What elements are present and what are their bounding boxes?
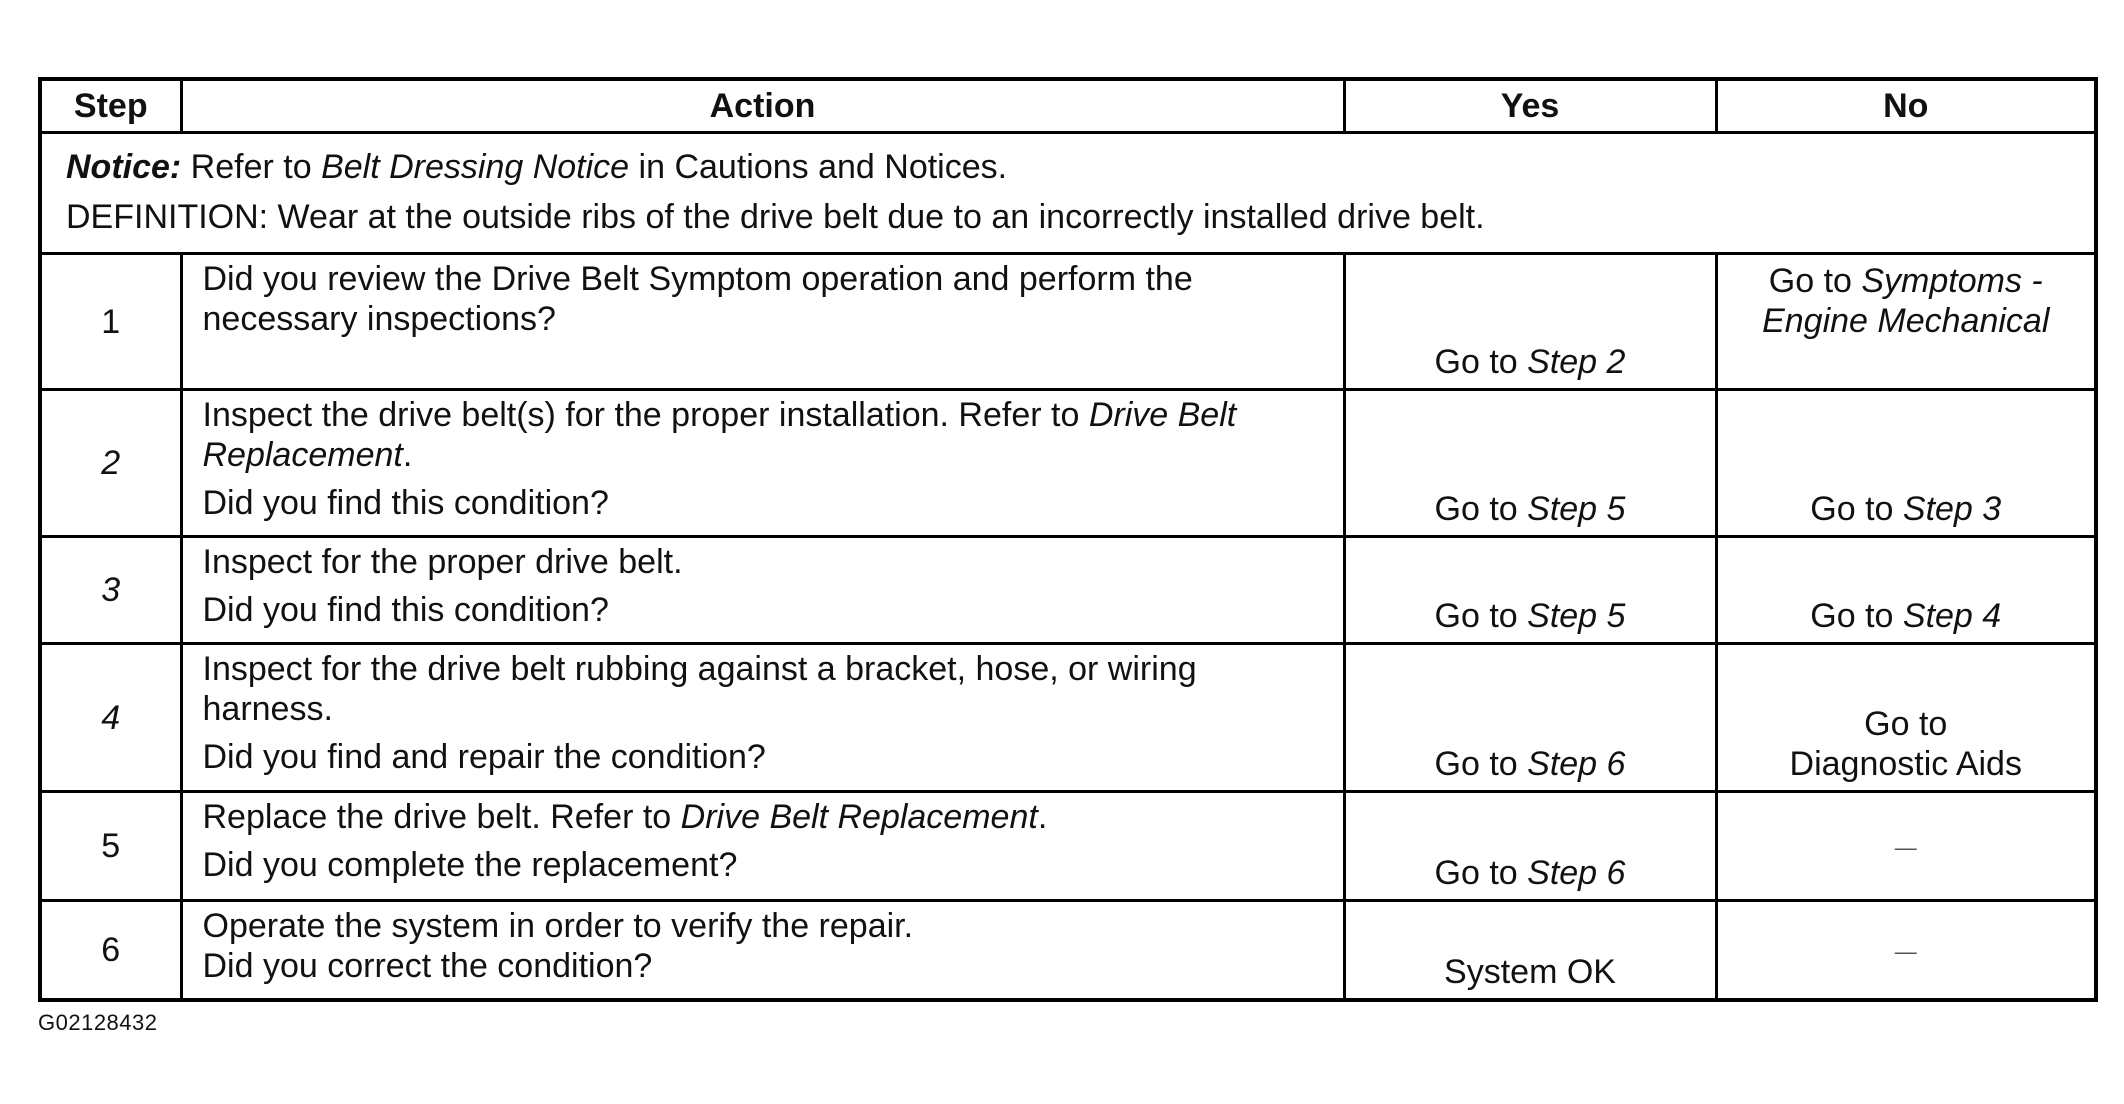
notice-cell	[40, 133, 2096, 254]
action-cell	[181, 644, 1344, 792]
no-cell	[1716, 901, 2096, 1000]
table-row	[40, 537, 2096, 644]
yes-cell	[1344, 792, 1716, 901]
figure-id: G02128432	[38, 1010, 158, 1035]
yes-cell	[1344, 537, 1716, 644]
table-row	[40, 390, 2096, 537]
action-text: Did you review the Drive Belt Symptom operation and perform the	[202, 260, 1193, 298]
yes-prefix: Go to	[1434, 490, 1528, 528]
yes-cell	[1344, 644, 1716, 792]
action-question: Did you find this condition?	[202, 484, 609, 522]
action-text-end: .	[1037, 798, 1048, 836]
table-row	[40, 901, 2096, 1000]
action-cell	[181, 901, 1344, 1000]
yes-cell	[1344, 390, 1716, 537]
yes-step-ref: Step 6	[1527, 854, 1626, 892]
action-question: Did you find this condition?	[202, 591, 609, 629]
action-cell	[181, 254, 1344, 390]
no-cell	[1716, 537, 2096, 644]
no-cell	[1716, 792, 2096, 901]
no-cell	[1716, 644, 2096, 792]
header-step: Step	[40, 79, 181, 133]
no-prefix: Go to	[1810, 597, 1903, 635]
diagnostic-table	[38, 77, 2098, 1002]
yes-cell: System OK	[1344, 901, 1716, 1000]
notice-text-after: in Cautions and Notices.	[629, 148, 1008, 186]
action-text	[203, 797, 1323, 837]
action-ref: Drive Belt Replacement	[680, 798, 1038, 836]
table-row	[40, 644, 2096, 792]
table-row	[40, 792, 2096, 901]
step-number: 5	[40, 792, 181, 901]
no-prefix: Go to	[1810, 490, 1903, 528]
action-question: Did you correct the condition?	[202, 947, 653, 985]
no-ref: Symptoms -	[1861, 262, 2043, 300]
action-cell	[181, 390, 1344, 537]
definition-text: DEFINITION: Wear at the outside ribs of the drive belt due to an incorrectly installed drive belt.	[66, 198, 1485, 236]
step-number: 6	[40, 901, 181, 1000]
header-row	[40, 79, 2096, 133]
action-text: Operate the system in order to verify the repair.	[202, 907, 914, 945]
yes-prefix: Go to	[1434, 854, 1528, 892]
no-text: Go to	[1864, 705, 1948, 743]
step-number: 3	[40, 537, 181, 644]
yes-step-ref: Step 6	[1527, 745, 1626, 783]
action-question: Did you complete the replacement?	[202, 846, 738, 884]
notice-row	[40, 133, 2096, 254]
yes-step-ref: Step 5	[1527, 490, 1626, 528]
no-step-ref: Step 3	[1902, 490, 2002, 528]
yes-prefix: Go to	[1434, 745, 1528, 783]
no-step-ref: Step 4	[1902, 597, 2002, 635]
action-text-end: .	[402, 436, 413, 474]
header-yes: Yes	[1344, 79, 1716, 133]
action-text	[203, 395, 1323, 435]
action-text-part: Inspect the drive belt(s) for the proper installation. Refer to	[202, 396, 1089, 434]
action-text-part: Replace the drive belt. Refer to	[202, 798, 681, 836]
step-number: 1	[40, 254, 181, 390]
no-dash: —	[1894, 835, 1917, 860]
no-dash: —	[1894, 938, 1917, 964]
header-no: No	[1716, 79, 2096, 133]
notice-line	[66, 142, 2070, 192]
notice-link: Belt Dressing Notice	[321, 148, 630, 186]
no-prefix: Go to	[1768, 262, 1862, 300]
action-text: Inspect for the proper drive belt.	[202, 543, 683, 581]
table-row	[40, 254, 2096, 390]
yes-prefix: Go to	[1434, 343, 1528, 381]
header-action: Action	[181, 79, 1344, 133]
step-number: 4	[40, 644, 181, 792]
action-text: necessary inspections?	[202, 300, 556, 338]
no-ref: Engine Mechanical	[1762, 302, 2050, 340]
action-cell	[181, 537, 1344, 644]
notice-label: Notice:	[66, 148, 182, 186]
step-number: 2	[40, 390, 181, 537]
notice-text-before: Refer to	[181, 148, 322, 186]
action-text: Inspect for the drive belt rubbing against a bracket, hose, or wiring	[202, 650, 1197, 688]
yes-step-ref: Step 5	[1527, 597, 1626, 635]
action-question: Did you find and repair the condition?	[202, 738, 766, 776]
no-text: Diagnostic Aids	[1789, 745, 2022, 783]
yes-step-ref: Step 2	[1527, 343, 1626, 381]
action-text: harness.	[202, 690, 333, 728]
action-cell	[181, 792, 1344, 901]
action-ref: Replacement	[202, 436, 403, 474]
action-ref: Drive Belt	[1088, 396, 1237, 434]
no-cell	[1716, 390, 2096, 537]
yes-cell	[1344, 254, 1716, 390]
no-cell	[1716, 254, 2096, 390]
action-text	[203, 435, 1323, 475]
yes-prefix: Go to	[1434, 597, 1528, 635]
